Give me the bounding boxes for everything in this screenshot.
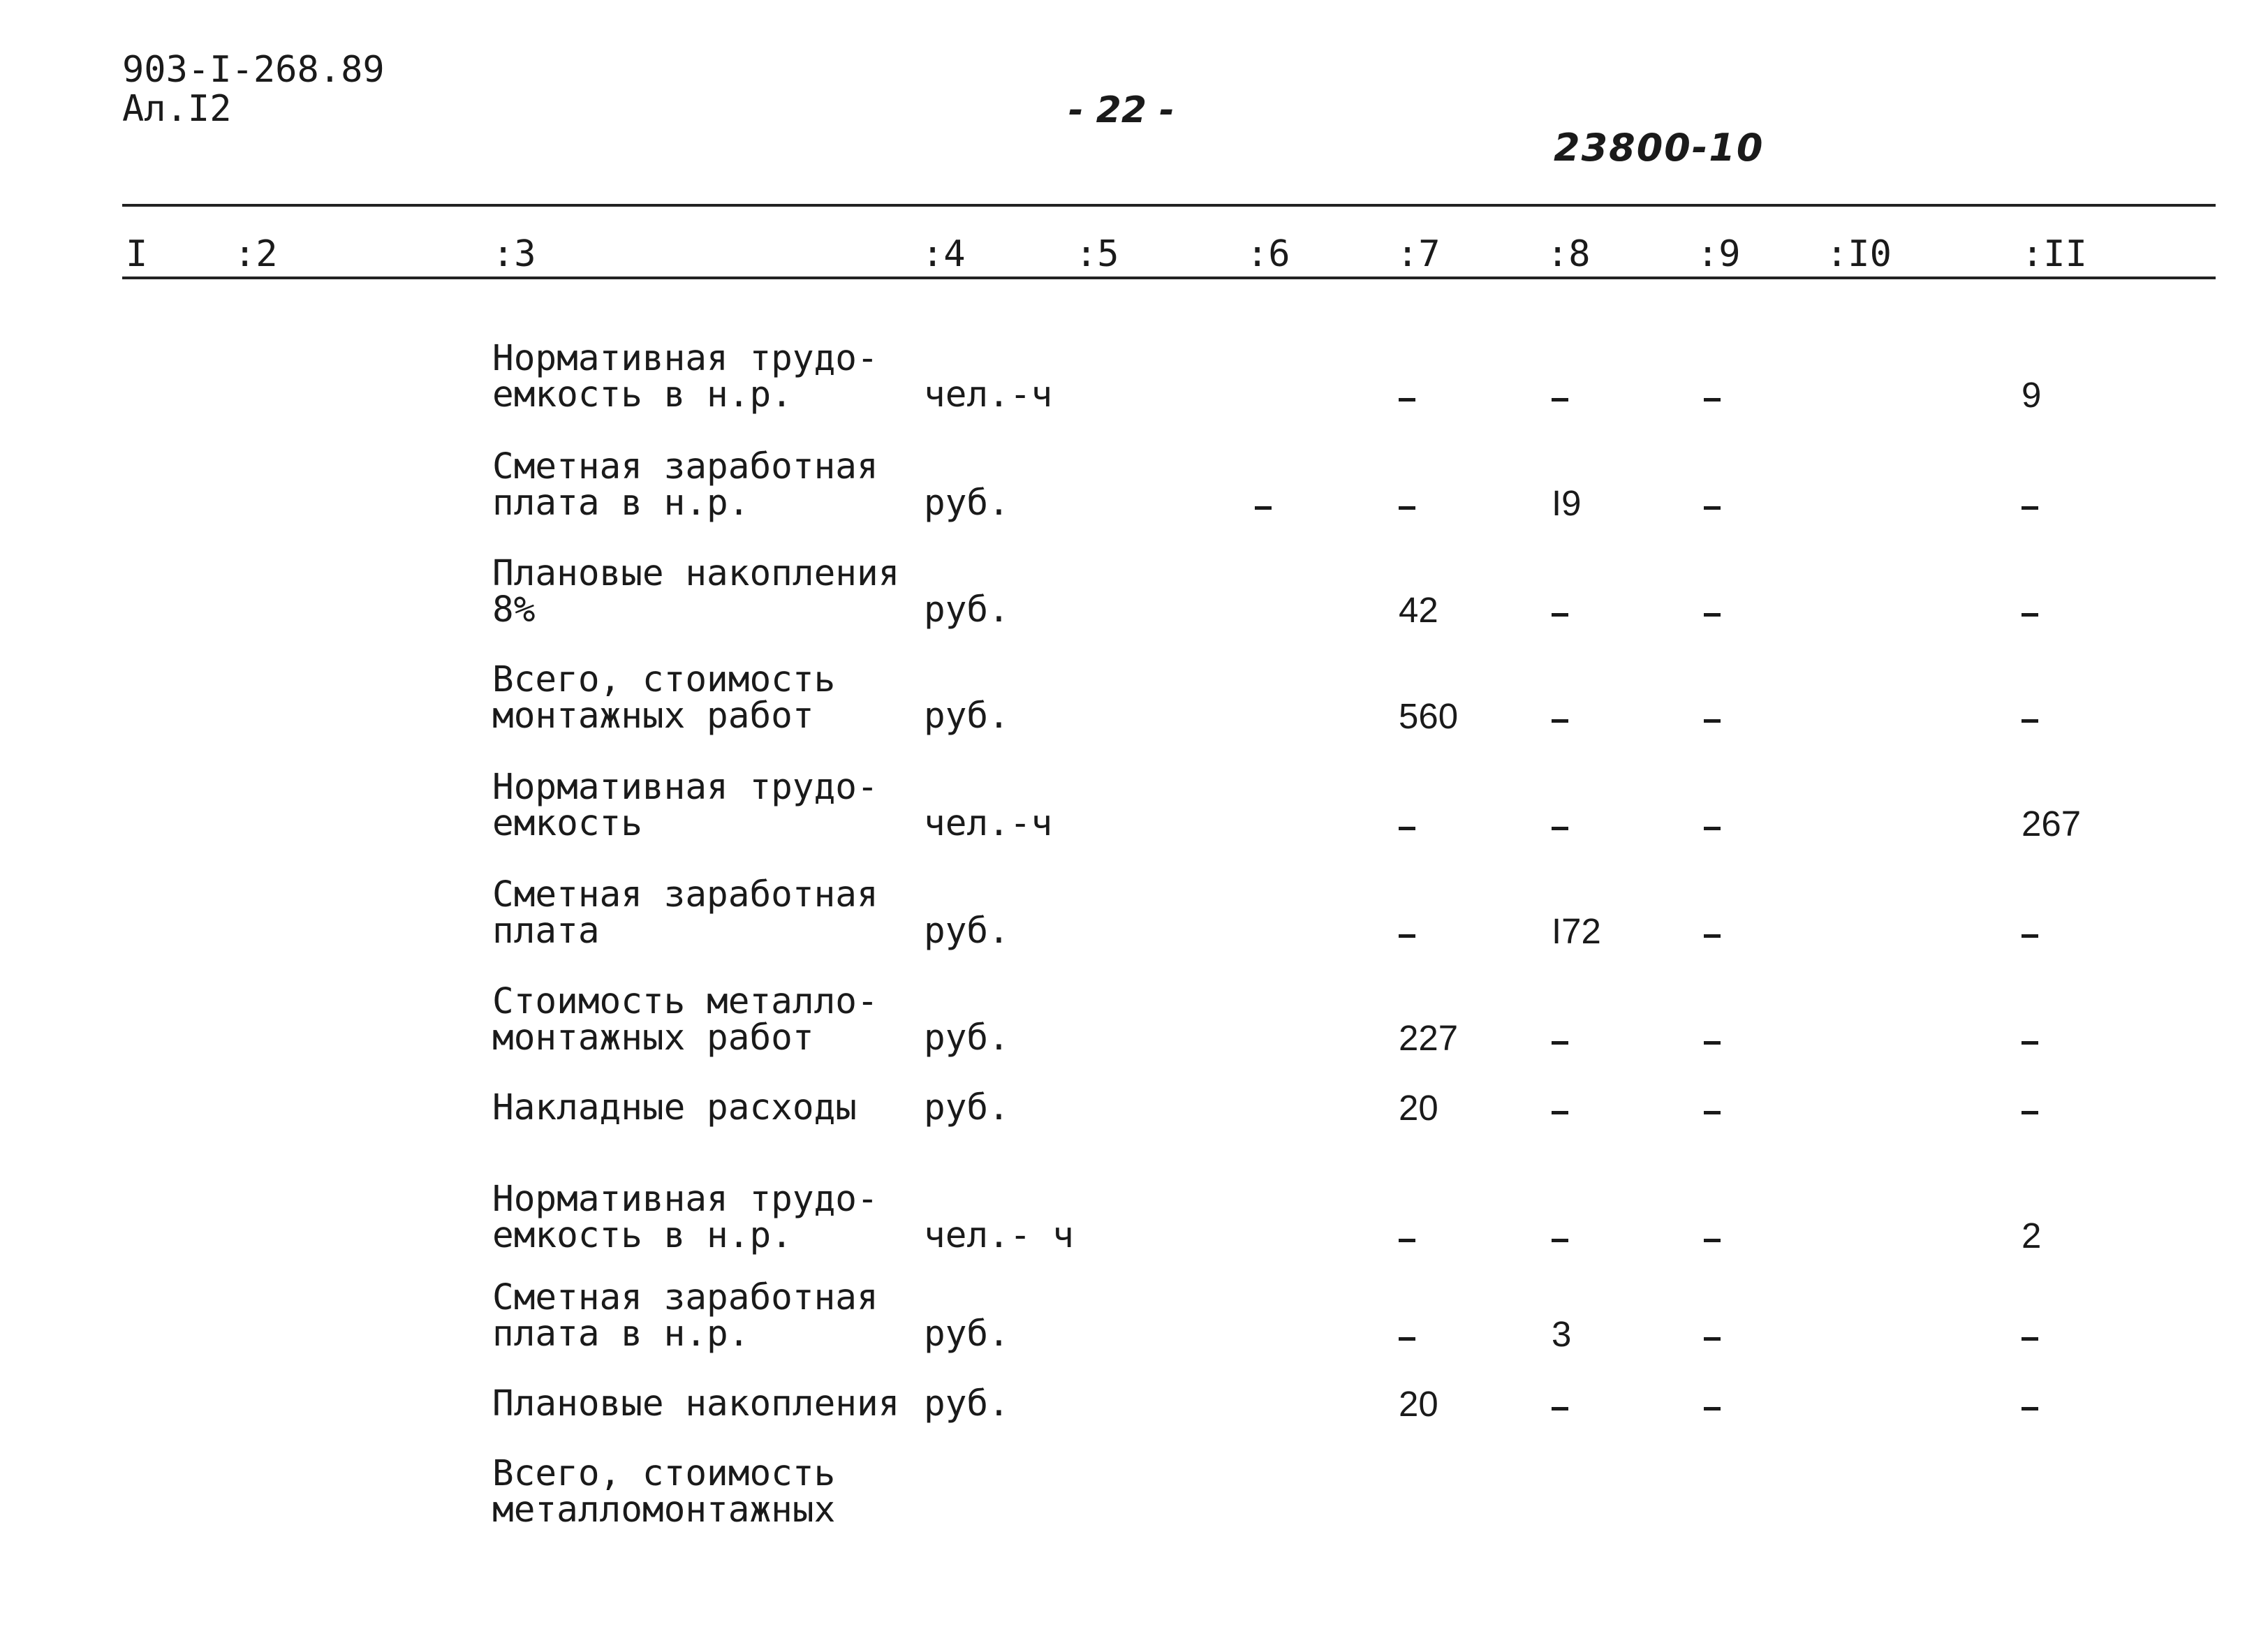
cell-dash-c9 [1704,506,1721,510]
cell-dash-c8 [1552,719,1568,723]
row-label-line2: плата в н.р. [492,483,750,524]
cell-value-c11: 9 [2022,375,2042,415]
row-label-line1: Нормативная трудо- [492,767,878,808]
column-header-6: :6 [1246,233,1290,275]
column-header-2: :2 [234,233,278,275]
row-unit: руб. [924,1383,1010,1424]
cell-dash-c7 [1399,934,1415,938]
cell-dash-c6 [1255,506,1272,510]
row-label-line1: Стоимость металло- [492,981,878,1022]
cell-dash-c11 [2022,719,2038,723]
cell-value-c7: 20 [1399,1088,1438,1128]
row-label-line1: Сметная заработная [492,1277,878,1318]
cell-dash-c7 [1399,827,1415,830]
cell-dash-c8 [1552,827,1568,830]
cell-dash-c9 [1704,398,1721,402]
row-label-line2: монтажных работ [492,695,814,737]
row-label-line2: монтажных работ [492,1017,814,1059]
row-unit: руб. [924,695,1010,737]
cell-dash-c11 [2022,934,2038,938]
row-label-line1: Сметная заработная [492,874,878,915]
column-header-8: :8 [1547,233,1591,275]
cell-dash-c11 [2022,1407,2038,1410]
column-header-10: :I0 [1826,233,1892,275]
column-header-11: :II [2022,233,2087,275]
cell-dash-c7 [1399,1239,1415,1242]
column-header-9: :9 [1697,233,1741,275]
cell-dash-c8 [1552,613,1568,617]
row-label-line2: металломонтажных [492,1489,836,1531]
cell-dash-c9 [1704,719,1721,723]
table-top-rule [122,204,2216,207]
cell-dash-c11 [2022,613,2038,617]
row-label-line1: Сметная заработная [492,446,878,487]
cell-dash-c9 [1704,1407,1721,1410]
cell-dash-c7 [1399,1337,1415,1341]
row-label-line1: Нормативная трудо- [492,338,878,379]
cell-dash-c9 [1704,934,1721,938]
cell-dash-c8 [1552,398,1568,402]
cell-dash-c8 [1552,1111,1568,1114]
document-code: 903-I-268.89 [122,49,385,91]
row-unit: руб. [924,911,1010,952]
column-header-3: :3 [492,233,536,275]
row-unit: руб. [924,483,1010,524]
column-header-1: I [126,233,148,275]
cell-dash-c9 [1704,1239,1721,1242]
row-unit: руб. [924,1017,1010,1059]
row-label-line2: плата [492,911,600,952]
cell-dash-c8 [1552,1407,1568,1410]
inventory-number: 23800-10 [1554,126,1765,170]
cell-value-c8: 3 [1552,1314,1572,1354]
row-label-line2: емкость [492,803,642,844]
column-header-7: :7 [1397,233,1441,275]
cell-dash-c7 [1399,506,1415,510]
row-label-line1: Накладные расходы [492,1087,857,1128]
cell-value-c7: 227 [1399,1018,1459,1058]
cell-dash-c7 [1399,398,1415,402]
cell-value-c7: 20 [1399,1384,1438,1424]
row-label-line2: емкость в н.р. [492,374,793,415]
cell-value-c7: 560 [1399,696,1459,736]
row-unit: руб. [924,1087,1010,1128]
row-unit: чел.- ч [924,1215,1074,1256]
cell-dash-c11 [2022,506,2038,510]
table-header-rule [122,277,2216,279]
column-header-4: :4 [922,233,966,275]
cell-dash-c9 [1704,1041,1721,1045]
page-number: - 22 - [1068,89,1174,131]
cell-dash-c9 [1704,1111,1721,1114]
cell-value-c7: 42 [1399,590,1438,630]
row-unit: чел.-ч [924,374,1053,415]
row-unit: руб. [924,589,1010,631]
row-unit: чел.-ч [924,803,1053,844]
row-unit: руб. [924,1313,1010,1355]
cell-dash-c9 [1704,1337,1721,1341]
row-label-line2: 8% [492,589,536,631]
cell-value-c8: I72 [1552,911,1601,951]
cell-value-c8: I9 [1552,483,1582,523]
cell-value-c11: 2 [2022,1216,2042,1255]
cell-dash-c8 [1552,1239,1568,1242]
column-header-5: :5 [1075,233,1119,275]
sheet-label: Ал.I2 [122,88,232,130]
cell-dash-c9 [1704,827,1721,830]
row-label-line1: Нормативная трудо- [492,1179,878,1220]
cell-dash-c11 [2022,1337,2038,1341]
cell-dash-c9 [1704,613,1721,617]
cell-value-c11: 267 [2022,804,2082,844]
row-label-line1: Всего, стоимость [492,659,836,700]
row-label-line1: Всего, стоимость [492,1453,836,1494]
row-label-line1: Плановые накопления [492,553,900,594]
cell-dash-c8 [1552,1041,1568,1045]
row-label-line2: плата в н.р. [492,1313,750,1355]
cell-dash-c11 [2022,1111,2038,1114]
row-label-line2: емкость в н.р. [492,1215,793,1256]
row-label-line1: Плановые накопления [492,1383,900,1424]
cell-dash-c11 [2022,1041,2038,1045]
